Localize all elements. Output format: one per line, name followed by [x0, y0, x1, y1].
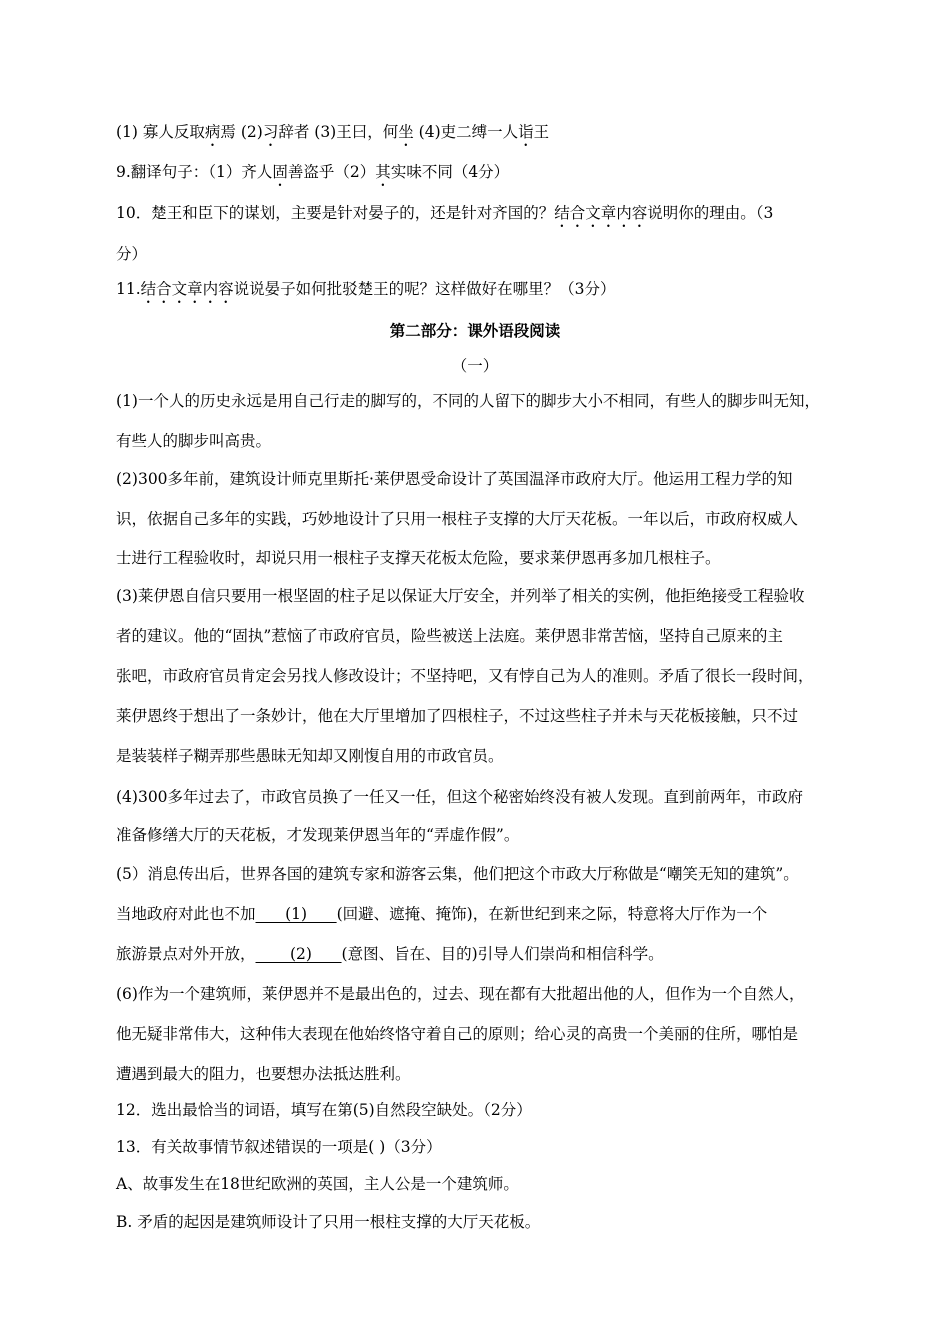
passage-paragraph-6-line-1: (6)作为一个建筑师，莱伊恩并不是最出色的，过去、现在都有大批超出他的人，但作为一个自然人， — [116, 985, 805, 1003]
paragraph-5-text-before-blank-2: 旅游景点对外开放， — [116, 945, 256, 963]
passage-paragraph-2-line-1: (2)300多年前，建筑设计师克里斯托·莱伊恩受命设计了英国温泽市政府大厅。他运用工程力学的知 — [116, 470, 793, 488]
q9-marked-char-2: 其 — [375, 163, 391, 181]
q9-marked-char-1: 固 — [272, 163, 288, 181]
q8-option-2-marked-char: 习 — [262, 123, 279, 141]
question-13-option-a: A、故事发生在18世纪欧洲的英国，主人公是一个建筑师。 — [116, 1175, 519, 1193]
passage-paragraph-6-line-3: 遭遇到最大的阻力，也要想办法抵达胜利。 — [116, 1065, 411, 1083]
paragraph-5-text-after-blank-2: (意图、旨在、目的)引导人们崇尚和相信科学。 — [341, 945, 664, 963]
question-9 — [116, 162, 509, 190]
q11-number: 11. — [116, 280, 141, 298]
passage-paragraph-2-line-3: 士进行工程验收时，却说只用一根柱子支撑天花板太危险，要求莱伊恩再多加几根柱子。 — [116, 549, 721, 567]
paragraph-5-text-before-blank-1: 当地政府对此也不加 — [116, 905, 256, 923]
fill-blank-2[interactable]: (2) — [255, 945, 342, 963]
section-title: 第二部分：课外语段阅读 — [389, 321, 561, 340]
q11-marked-phrase: 结合文章内容 — [140, 280, 234, 298]
q8-option-2-tail: 辞者 — [278, 123, 315, 141]
question-13-option-b: B. 矛盾的起因是建筑师设计了只用一根柱支撑的大厅天花板。 — [116, 1213, 541, 1231]
q8-options-line — [116, 122, 549, 150]
q8-option-4-text: (4)吏二缚一人 — [413, 123, 519, 141]
q9-text-a: 9.翻译句子：（1）齐人 — [116, 163, 273, 181]
subsection-number: （一） — [451, 357, 499, 375]
q10-marked-phrase: 结合文章内容 — [554, 204, 648, 222]
q8-option-4-marked-char: 诣 — [518, 123, 534, 141]
fill-blank-1[interactable]: (1) — [255, 905, 337, 923]
passage-paragraph-5-line-2 — [116, 904, 767, 924]
q8-option-1-marked-char: 病 — [204, 123, 221, 141]
q10-text-a: 10．楚王和臣下的谋划，主要是针对晏子的，还是针对齐国的？ — [116, 204, 555, 222]
q9-text-c: 善盗乎（2） — [287, 163, 376, 181]
question-11 — [116, 279, 616, 307]
q8-option-3-text: (3)王曰，何 — [314, 123, 399, 141]
passage-paragraph-1-line-1: (1)一个人的历史永远是用自己行走的脚写的，不同的人留下的脚步大小不相同，有些人的脚步叫无知， — [116, 392, 820, 410]
passage-paragraph-5-line-3 — [116, 944, 664, 964]
passage-paragraph-1-line-2: 有些人的脚步叫高贵。 — [116, 432, 272, 450]
question-13: 13．有关故事情节叙述错误的一项是( )（3分） — [116, 1138, 442, 1156]
passage-paragraph-4-line-1: (4)300多年过去了，市政官员换了一任又一任，但这个秘密始终没有被人发现。直到前两年，市政府 — [116, 788, 804, 806]
passage-paragraph-3-line-2: 者的建议。他的“固执”惹恼了市政府官员，险些被送上法庭。莱伊恩非常苦恼，坚持自己原来的主 — [116, 627, 783, 645]
passage-paragraph-3-line-5: 是装装样子糊弄那些愚昧无知却又刚愎自用的市政官员。 — [116, 747, 504, 765]
passage-paragraph-4-line-2: 准备修缮大厅的天花板，才发现莱伊恩当年的“弄虚作假”。 — [116, 826, 520, 844]
q8-option-4-tail: 王 — [533, 123, 550, 141]
question-10-continuation: 分） — [116, 245, 148, 263]
question-10 — [116, 203, 773, 231]
q9-text-e: 实味不同（4分） — [390, 163, 510, 181]
q8-option-3-marked-char: 坐 — [398, 123, 414, 141]
question-12: 12．选出最恰当的词语，填写在第(5)自然段空缺处。（2分） — [116, 1101, 532, 1119]
passage-paragraph-3-line-3: 张吧，市政府官员肯定会另找人修改设计；不坚持吧，又有悖自己为人的准则。矛盾了很长一段时间， — [116, 667, 814, 685]
q8-option-1-text: (1) 寡人反取 — [116, 123, 205, 141]
passage-paragraph-6-line-2: 他无疑非常伟大，这种伟大表现在他始终恪守着自己的原则；给心灵的高贵一个美丽的住所，哪怕是 — [116, 1025, 799, 1043]
q8-option-2-number: (2) — [240, 123, 263, 141]
passage-paragraph-3-line-4: 莱伊恩终于想出了一条妙计，他在大厅里增加了四根柱子，不过这些柱子并未与天花板接触，只不过 — [116, 707, 799, 725]
paragraph-5-text-after-blank-1: (回避、遮掩、掩饰)，在新世纪到来之际，特意将大厅作为一个 — [336, 905, 768, 923]
q10-text-c: 说明你的理由。（3 — [647, 204, 774, 222]
passage-paragraph-2-line-2: 识，依据自己多年的实践，巧妙地设计了只用一根柱子支撑的大厅天花板。一年以后，市政府权威人 — [116, 510, 799, 528]
passage-paragraph-5-line-1: (5）消息传出后，世界各国的建筑专家和游客云集，他们把这个市政大厅称做是“嘲笑无知的建筑”。 — [116, 865, 799, 883]
passage-paragraph-3-line-1: (3)莱伊恩自信只要用一根坚固的柱子足以保证大厅安全，并列举了相关的实例，他拒绝接受工程验收 — [116, 587, 805, 605]
q11-text-c: 说说晏子如何批驳楚王的呢？这样做好在哪里？（3分） — [233, 280, 616, 298]
q8-option-1-tail: 焉 — [220, 123, 241, 141]
